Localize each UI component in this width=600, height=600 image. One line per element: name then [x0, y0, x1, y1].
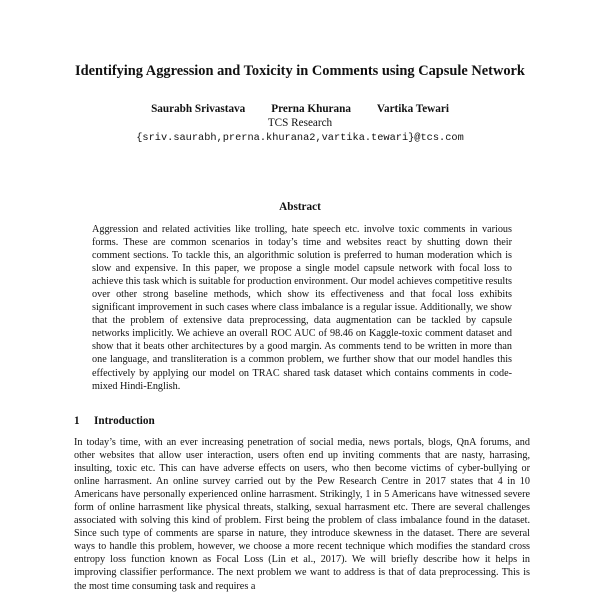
section-title: Introduction: [94, 415, 155, 427]
author-emails: {sriv.saurabh,prerna.khurana2,vartika.tewari}@tcs.com: [136, 132, 464, 144]
author-name: Prerna Khurana: [271, 103, 351, 115]
author-name: Saurabh Srivastava: [151, 103, 246, 115]
author-name: Vartika Tewari: [376, 103, 449, 115]
section-number: 1: [74, 415, 80, 427]
paper-title: Identifying Aggression and Toxicity in Comments using Capsule Network: [75, 63, 525, 79]
author-list: [30, 102, 570, 116]
section-heading: [74, 414, 155, 428]
introduction-text: In today’s time, with an ever increasing penetration of social media, news portals, blogs, QnA forums, and other websites that allow user interaction, users often end up inviting comments that are nasty, harrasing, insulting, toxic etc. This can have adverse effects on users, who then become victims of cyber-bullying or online harrasment. An online survey carried out by the Pew Research Centre in 2017 states that 4 in 10 Americans have personally experienced online harrasment. Strikingly, 1 in 5 Americans have witnessed severe form of online harrasment like physical threats, stalking, sexual harrasment etc. There are several challenges associated with solving this kind of problem. First being the problem of class imbalance found in the dataset. Since such type of comments are sparse in nature, they introduce skewness in the dataset. There are several ways to handle this problem, however, we choose a more recent technique which modifies the standard cross entropy loss function known as Focal Loss (Lin et al., 2017). We will briefly describe how it helps in improving classifier performance. The next problem we want to address is that of data preprocessing. This is the most time consuming task and requires a: [74, 437, 530, 592]
affiliation: TCS Research: [267, 117, 333, 129]
abstract-heading: Abstract: [279, 201, 321, 213]
abstract-text: Aggression and related activities like trolling, hate speech etc. involve toxic comments in various forms. These are common scenarios in today’s time and websites react by shutting down their comment sections. To tackle this, an algorithmic solution is preferred to human moderation which is slow and expensive. In this paper, we propose a single model capsule network with focal loss to achieve this task which is suitable for production environment. Our model achieves competitive results over other strong baseline methods, which show its effectiveness and that focal loss exhibits significant improvement in such cases where class imbalance is a regular issue. Additionally, we show that the problem of extensive data preprocessing, data augmentation can be tackled by capsule networks implicitly. We achieve an overall ROC AUC of 98.46 on Kaggle-toxic comment dataset and show that it beats other architectures by a good margin. As comments tend to be written in more than one language, and transliteration is a common problem, we further show that our model handles this effectively by applying our model on TRAC shared task dataset which contains comments in code-mixed Hindi-English.: [92, 224, 512, 392]
